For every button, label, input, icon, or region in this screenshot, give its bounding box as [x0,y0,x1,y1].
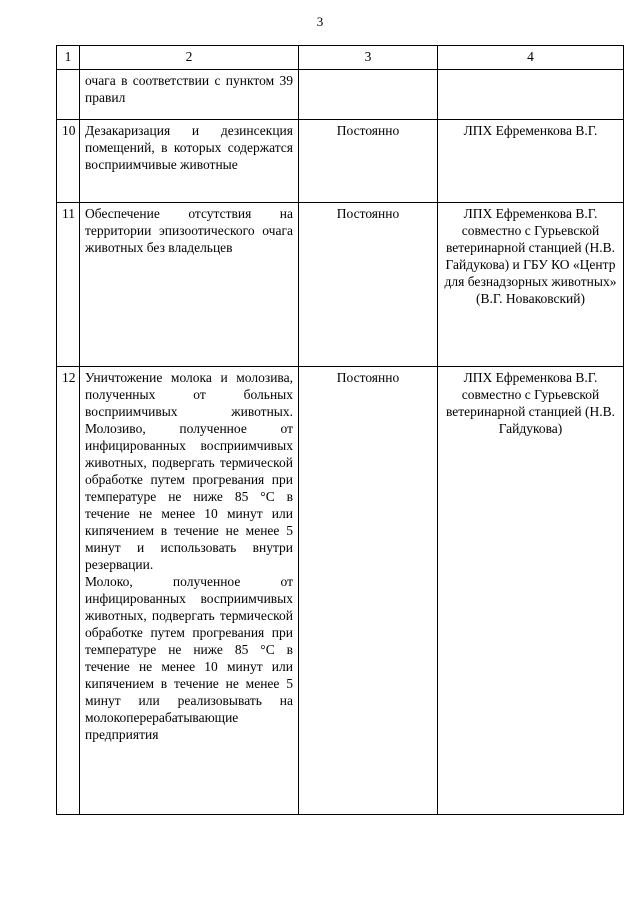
frequency-cell: Постоянно [299,203,438,367]
measure-text [80,203,299,367]
frequency-cell: Постоянно [299,367,438,815]
responsible-cell: ЛПХ Ефременкова В.Г. [438,120,624,203]
measure-text [80,70,299,120]
row-number: 12 [57,367,80,815]
row-number [57,70,80,120]
measure-paragraph: Уничтожение молока и молозива, полученных от больных восприимчивых животных. Молозиво, полученное от инфицированных восприимчивых животных, подвергать термической обработке путем прогревания при температуре не ниже 85 °С в течение не менее 10 минут или кипячением в течение не менее 5 минут и использовать внутри резервации. [85,370,293,572]
table-header-row [57,46,624,70]
column-header-4: 4 [438,46,624,70]
table-row [57,120,624,203]
responsible-cell: ЛПХ Ефременкова В.Г. совместно с Гурьевской ветеринарной станцией (Н.В. Гайдукова) и ГБУ КО «Центр для безнадзорных животных» (В.Г. Новаковский) [438,203,624,367]
measure-paragraph: Обеспечение отсутствия на территории эпизоотического очага животных без владельцев [85,206,293,255]
table-row [57,203,624,367]
measure-text [80,367,299,815]
measure-paragraph: очага в соответствии с пунктом 39 правил [85,73,293,105]
responsible-cell: ЛПХ Ефременкова В.Г. совместно с Гурьевской ветеринарной станцией (Н.В. Гайдукова) [438,367,624,815]
table-row [57,367,624,815]
page-number: 3 [316,14,324,29]
column-header-3: 3 [299,46,438,70]
measure-text [80,120,299,203]
column-header-1: 1 [57,46,80,70]
frequency-cell: Постоянно [299,120,438,203]
column-header-2: 2 [80,46,299,70]
row-number: 11 [57,203,80,367]
measure-paragraph: Дезакаризация и дезинсекция помещений, в которых содержатся восприимчивые животные [85,123,293,172]
responsible-cell [438,70,624,120]
measure-paragraph: Молоко, полученное от инфицированных восприимчивых животных, подвергать термической обработке путем прогревания при температуре не ниже 85 °С в течение не менее 10 минут или кипячением в течение не менее 5 минут или реализовывать на молокоперерабатывающие предприятия [85,574,293,742]
measures-table [56,45,624,815]
table-row [57,70,624,120]
row-number: 10 [57,120,80,203]
frequency-cell [299,70,438,120]
